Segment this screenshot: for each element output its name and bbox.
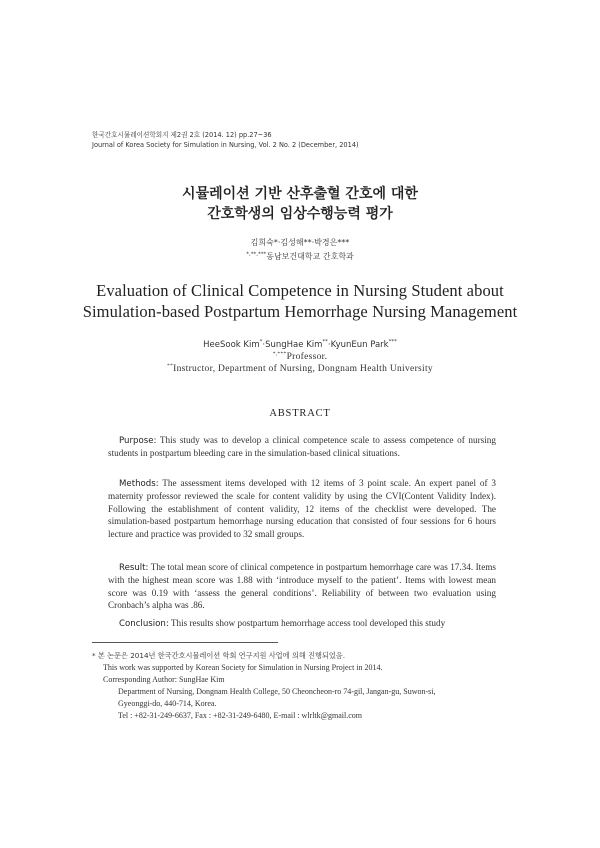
author-1: HeeSook Kim — [203, 340, 260, 350]
conclusion-label: Conclusion: — [119, 619, 169, 629]
affiliation-1-sup: *,*** — [272, 350, 287, 357]
footnote-line6: Tel : +82-31-249-6637, Fax : +82-31-249-6480, E-mail : wlrltk@gmail.com — [118, 711, 363, 720]
affiliation-1-text: Professor. — [286, 352, 328, 362]
result-text: The total mean score of clinical competence in postpartum hemorrhage care was 17.34. Items with the highest mean score was 1.88 with ‘introduce myself to the patient’. Items with lowest mean score was 0.19 with ‘assess the general conditions’. Reliability of between two evaluation using Cronbach’s alpha was .86. — [108, 562, 496, 611]
author-2-sup: ** — [322, 339, 328, 346]
author-3-sup: *** — [388, 339, 397, 346]
author-2: SungHae Kim — [265, 340, 323, 350]
affiliation-2 — [0, 364, 600, 374]
journal-header-korean: 한국간호시뮬레이션학회지 제2권 2호 (2014. 12) pp.27~36 — [92, 131, 272, 139]
footnote-line1 — [92, 650, 345, 662]
methods-label: Methods: — [119, 479, 159, 489]
conclusion-text: This results show postpartum hemorrhage access tool developed this study — [168, 618, 446, 628]
korean-title-line2: 간호학생의 임상수행능력 평가 — [207, 206, 393, 222]
journal-header — [92, 130, 359, 150]
affiliation-2-text: Instructor, Department of Nursing, Dongnam Health University — [173, 364, 433, 374]
footnote-line3: Corresponding Author: SungHae Kim — [103, 675, 225, 684]
abstract-purpose — [108, 434, 496, 460]
affiliation-2-sup: ** — [167, 362, 174, 369]
korean-authors: 김희숙*·김성해**·박경은*** — [250, 238, 350, 247]
english-title-line2: Simulation-based Postpartum Hemorrhage Nursing Management — [82, 302, 518, 321]
abstract-methods — [108, 477, 496, 540]
journal-header-english: Journal of Korea Society for Simulation in Nursing, Vol. 2 No. 2 (December, 2014) — [92, 141, 359, 149]
footnote-line4: Department of Nursing, Dongnam Health College, 50 Cheoncheon-ro 74-gil, Jangan-gu, Suwon-si, — [118, 687, 436, 696]
footnote-support-korean: * 본 논문은 2014년 한국간호시뮬레이션 학회 연구지원 사업에 의해 진행되었음. — [92, 651, 346, 660]
methods-text: The assessment items developed with 12 items of 3 point scale. An expert panel of 3 maternity professor reviewed the scale for content validity by using the CVI(Content Validity Index). Following the establishment of content validity, 12 items of the checklist were developed. The simulation-based postpartum hemorrhage nursing education that consisted of four sessions for 6 hours lecture and practice was provided to 32 small groups. — [108, 478, 496, 539]
korean-title-line1: 시뮬레이션 기반 산후출혈 간호에 대한 — [182, 186, 418, 202]
english-title-line1: Evaluation of Clinical Competence in Nursing Student about — [96, 281, 504, 300]
author-1-sup: * — [259, 339, 263, 346]
korean-affiliation: 동남보건대학교 간호학과 — [266, 252, 354, 261]
abstract-result — [108, 561, 496, 612]
abstract-heading: ABSTRACT — [269, 408, 331, 419]
author-3: KyunEun Park — [330, 340, 389, 350]
korean-affiliation-sup: *,**,*** — [246, 251, 267, 258]
english-authors: HeeSook Kim*·SungHae Kim**·KyunEun Park*** — [203, 339, 397, 350]
footnote-line5: Gyeonggi-do, 440-714, Korea. — [118, 699, 217, 708]
purpose-label: Purpose: — [119, 436, 157, 446]
footnote-line2: This work was supported by Korean Society for Simulation in Nursing Project in 2014. — [103, 663, 383, 672]
purpose-text: This study was to develop a clinical competence scale to assess competence of nursing students in postpartum bleeding care in the simulation-based clinical situations. — [108, 435, 496, 459]
result-label: Result: — [119, 563, 149, 573]
affiliation-1 — [0, 352, 600, 362]
korean-affiliation-line — [0, 251, 600, 262]
footnote-rule — [92, 642, 278, 643]
abstract-conclusion — [108, 617, 496, 630]
